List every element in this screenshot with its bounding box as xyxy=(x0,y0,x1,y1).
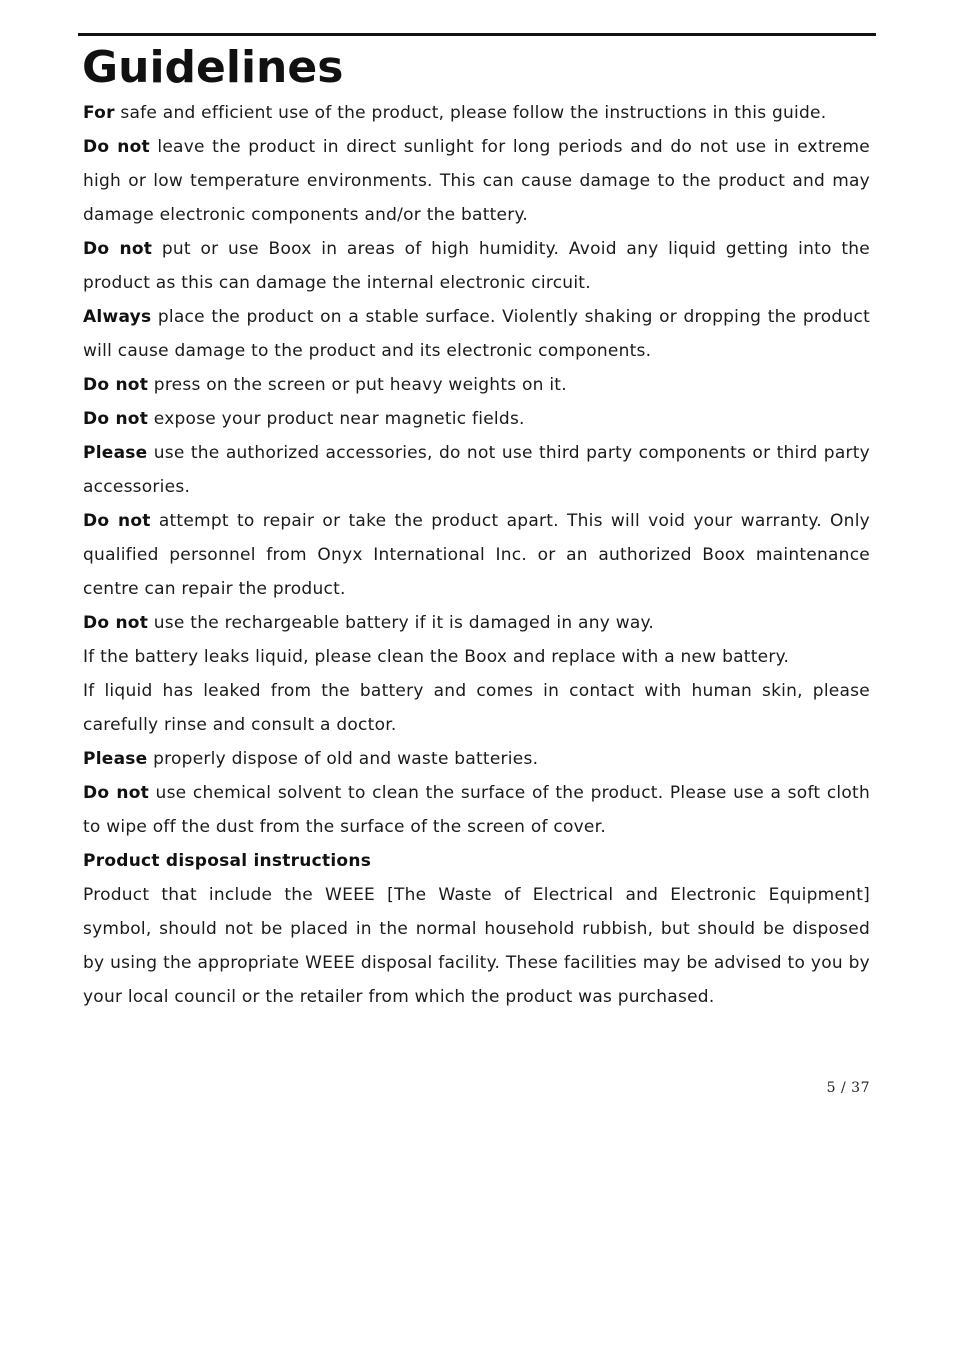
page-number: 5 / 37 xyxy=(826,1080,870,1096)
guidelines-body xyxy=(83,96,870,1014)
guideline-paragraph xyxy=(83,402,870,436)
disposal-paragraph: Product that include the WEEE [The Waste of Electrical and Electronic Equipment] symbol, should not be placed in the normal household rubbish, but should be disposed by using the appropriate WEEE disposal facility. These facilities may be advised to you by your local council or the retailer from which the product was purchased. xyxy=(83,885,870,1007)
guideline-text: leave the product in direct sunlight for long periods and do not use in extreme high or low temperature environments. This can cause damage to the product and may damage electronic components and/or the battery. xyxy=(83,137,870,225)
guideline-paragraph xyxy=(83,674,870,742)
guideline-lead: Do not xyxy=(83,409,149,429)
guideline-paragraph xyxy=(83,300,870,368)
guideline-lead: Do not xyxy=(83,783,150,803)
guideline-text: put or use Boox in areas of high humidity. Avoid any liquid getting into the product as this can damage the internal electronic circuit. xyxy=(83,239,870,293)
guideline-text: press on the screen or put heavy weights on it. xyxy=(148,375,567,395)
top-rule-divider xyxy=(78,33,876,36)
disposal-heading: Product disposal instructions xyxy=(83,851,372,871)
guideline-text: safe and efficient use of the product, please follow the instructions in this guide. xyxy=(114,103,827,123)
guideline-lead: Always xyxy=(83,307,152,327)
guideline-lead: Please xyxy=(83,749,148,769)
guideline-text: use the rechargeable battery if it is damaged in any way. xyxy=(148,613,655,633)
guideline-text: If the battery leaks liquid, please clean the Boox and replace with a new battery. xyxy=(83,647,790,667)
guideline-text: If liquid has leaked from the battery and comes in contact with human skin, please carefully rinse and consult a doctor. xyxy=(83,681,870,735)
guideline-lead: For xyxy=(83,103,115,123)
guideline-lead: Do not xyxy=(83,613,149,633)
guideline-paragraph xyxy=(83,96,870,130)
guideline-paragraph xyxy=(83,232,870,300)
guideline-paragraph xyxy=(83,436,870,504)
guideline-text: use the authorized accessories, do not use third party components or third party accessories. xyxy=(83,443,870,497)
guideline-lead: Do not xyxy=(83,375,149,395)
guideline-text: attempt to repair or take the product apart. This will void your warranty. Only qualified personnel from Onyx International Inc. or an authorized Boox maintenance centre can repair the product. xyxy=(83,511,870,599)
guideline-text: use chemical solvent to clean the surface of the product. Please use a soft cloth to wipe off the dust from the surface of the screen of cover. xyxy=(83,783,870,837)
guideline-paragraph xyxy=(83,742,870,776)
guideline-lead: Please xyxy=(83,443,148,463)
guideline-paragraph xyxy=(83,130,870,232)
guideline-lead: Do not xyxy=(83,137,150,157)
guideline-lead: Do not xyxy=(83,239,153,259)
guideline-paragraph xyxy=(83,368,870,402)
page-title: Guidelines xyxy=(82,42,344,93)
guideline-text: expose your product near magnetic fields. xyxy=(148,409,525,429)
guideline-paragraph xyxy=(83,504,870,606)
guideline-paragraph xyxy=(83,606,870,640)
guideline-text: place the product on a stable surface. Violently shaking or dropping the product will cause damage to the product and its electronic components. xyxy=(83,307,870,361)
guideline-paragraph xyxy=(83,640,870,674)
guideline-paragraph xyxy=(83,776,870,844)
guideline-text: properly dispose of old and waste batteries. xyxy=(147,749,539,769)
guideline-lead: Do not xyxy=(83,511,151,531)
